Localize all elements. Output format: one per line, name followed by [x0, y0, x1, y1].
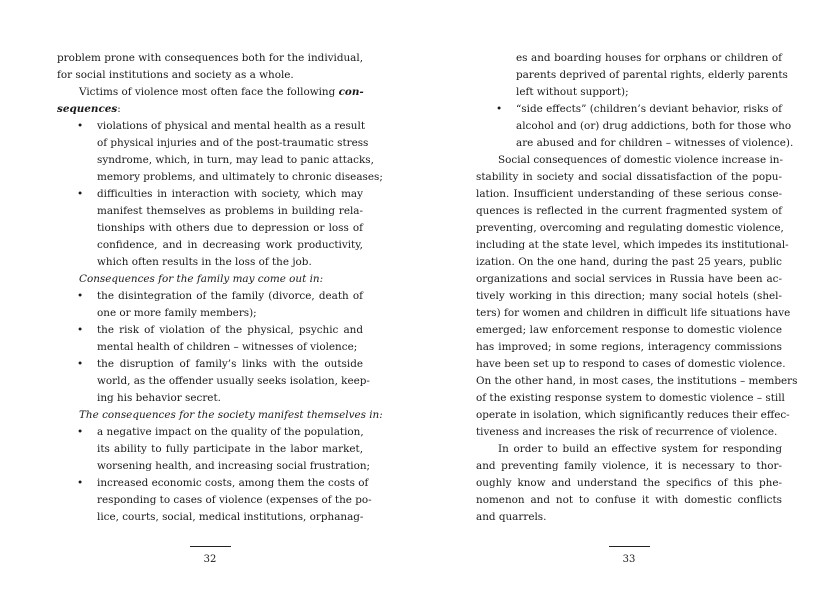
- list-item-line: are abused and for children – witnesses of violence).: [516, 137, 794, 149]
- bullet-icon: •: [77, 358, 84, 370]
- list-item-line: “side effects” (children’s deviant behavior, risks of: [516, 103, 782, 115]
- text-line: ization. On the one hand, during the past 25 years, public: [476, 256, 782, 268]
- bullet-icon: •: [77, 426, 84, 438]
- list-item-line: world, as the offender usually seeks isolation, keep-: [97, 375, 370, 387]
- text-line: tiveness and increases the risk of recurrence of violence.: [476, 426, 778, 438]
- bullet-icon: •: [77, 477, 84, 489]
- subheading: The consequences for the society manifest themselves in:: [79, 409, 383, 421]
- text-line: On the other hand, in most cases, the institutions – members: [476, 375, 798, 387]
- list-item-line: the disruption of family’s links with the outside: [97, 358, 363, 370]
- text-line: and quarrels.: [476, 511, 547, 523]
- text-line: ters) for women and children in difficult life situations have: [476, 307, 791, 319]
- list-item-line: es and boarding houses for orphans or children of: [516, 52, 782, 64]
- footer-rule: [190, 546, 231, 547]
- text-line: [79, 84, 363, 101]
- list-item-line: the risk of violation of the physical, psychic and: [97, 324, 363, 336]
- text-line: emerged; law enforcement response to domestic violence: [476, 324, 782, 336]
- bullet-icon: •: [77, 188, 84, 200]
- list-item-line: mental health of children – witnesses of violence;: [97, 341, 358, 353]
- list-item-line: parents deprived of parental rights, elderly parents: [516, 69, 788, 81]
- list-item-line: syndrome, which, in turn, may lead to panic attacks,: [97, 154, 374, 166]
- list-item-line: alcohol and (or) drug addictions, both for those who: [516, 120, 792, 132]
- list-item-line: the disintegration of the family (divorce, death of: [97, 290, 363, 302]
- list-item-line: a negative impact on the quality of the population,: [97, 426, 364, 438]
- bullet-icon: •: [77, 290, 84, 302]
- text-line: In order to build an effective system for responding: [498, 443, 782, 455]
- page-number: 33: [622, 554, 636, 565]
- text-line: preventing, overcoming and regulating domestic violence,: [476, 222, 784, 234]
- bullet-icon: •: [77, 324, 84, 336]
- list-item-line: its ability to fully participate in the labor market,: [97, 443, 363, 455]
- subheading: Consequences for the family may come out in:: [79, 273, 324, 285]
- text-line: have been set up to respond to cases of domestic violence.: [476, 358, 786, 370]
- text-line: operate in isolation, which significantly reduces their effec-: [476, 409, 790, 421]
- list-item-line: ing his behavior secret.: [97, 392, 221, 404]
- list-item-line: confidence, and in decreasing work productivity,: [97, 239, 363, 251]
- text-line: for social institutions and society as a whole.: [57, 69, 294, 81]
- list-item-line: memory problems, and ultimately to chronic diseases;: [97, 171, 383, 183]
- bullet-icon: •: [77, 120, 84, 132]
- text-run: Victims of violence most often face the following: [79, 86, 336, 98]
- emphasis-text: sequences: [57, 103, 118, 115]
- text-line: organizations and social services in Russia have been ac-: [476, 273, 782, 285]
- text-line: problem prone with consequences both for the individual,: [57, 52, 363, 64]
- text-line: lation. Insufficient understanding of these serious conse-: [476, 188, 782, 200]
- text-line: Social consequences of domestic violence increase in-: [498, 154, 783, 166]
- list-item-line: difficulties in interaction with society, which may: [97, 188, 363, 200]
- list-item-line: one or more family members);: [97, 307, 257, 319]
- list-item-line: tionships with others due to depression or loss of: [97, 222, 363, 234]
- text-line: [57, 101, 363, 118]
- list-item-line: which often results in the loss of the job.: [97, 256, 312, 268]
- list-item-line: lice, courts, social, medical institutions, orphanag-: [97, 511, 364, 523]
- footer-rule: [609, 546, 650, 547]
- list-item-line: of physical injuries and of the post-traumatic stress: [97, 137, 369, 149]
- list-item-line: left without support);: [516, 86, 629, 98]
- text-line: tively working in this direction; many social hotels (shel-: [476, 290, 782, 302]
- text-line: and preventing family violence, it is necessary to thor-: [476, 460, 782, 472]
- text-line: oughly know and understand the specifics of this phe-: [476, 477, 782, 489]
- bullet-icon: •: [496, 103, 503, 115]
- emphasis-text: con-: [338, 86, 364, 98]
- text-line: nomenon and not to confuse it with domestic conflicts: [476, 494, 782, 506]
- list-item-line: responding to cases of violence (expenses of the po-: [97, 494, 372, 506]
- text-line: of the existing response system to domestic violence – still: [476, 392, 785, 404]
- text-run: :: [117, 103, 121, 115]
- text-line: has improved; in some regions, interagency commissions: [476, 341, 782, 353]
- text-line: quences is reflected in the current fragmented system of: [476, 205, 782, 217]
- list-item-line: manifest themselves as problems in building rela-: [97, 205, 363, 217]
- text-line: stability in society and social dissatisfaction of the popu-: [476, 171, 782, 183]
- page-number: 32: [203, 554, 217, 565]
- list-item-line: violations of physical and mental health as a result: [97, 120, 365, 132]
- text-line: including at the state level, which impedes its institutional-: [476, 239, 789, 251]
- list-item-line: worsening health, and increasing social frustration;: [97, 460, 371, 472]
- list-item-line: increased economic costs, among them the costs of: [97, 477, 369, 489]
